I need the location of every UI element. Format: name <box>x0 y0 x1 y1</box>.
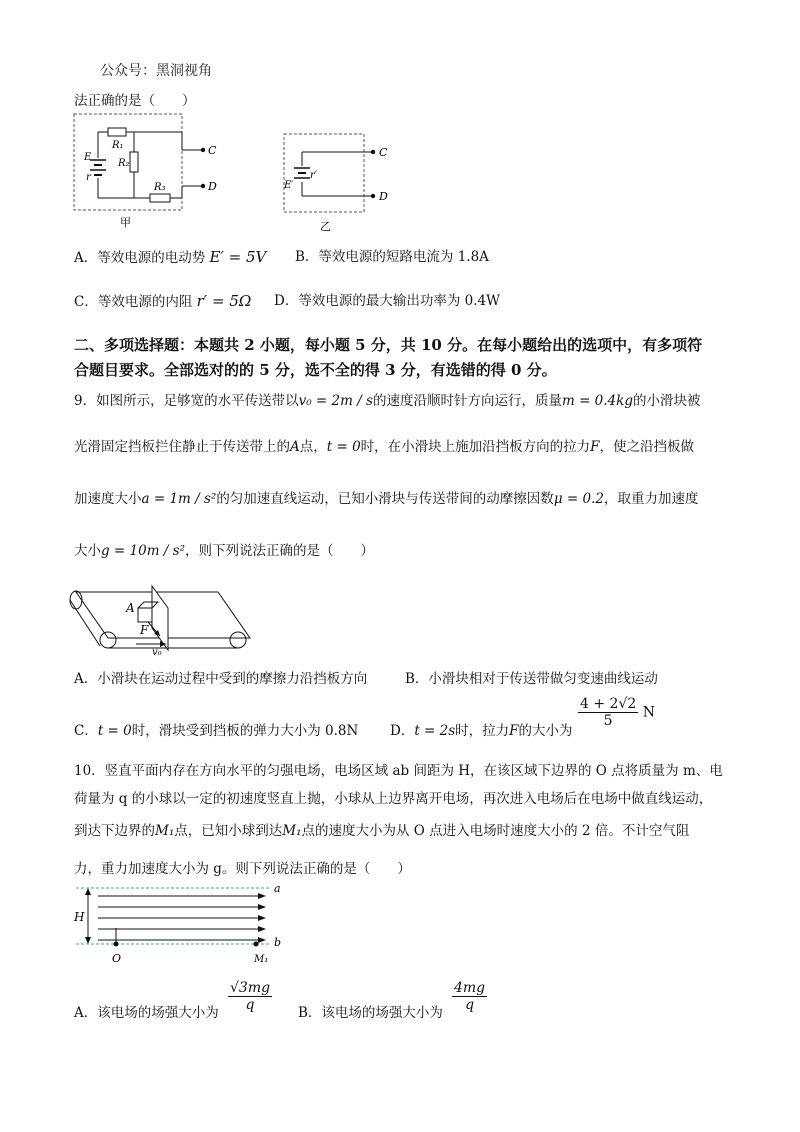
q9-option-d-fraction: $\frac{4 + 2√2}{5}$ N <box>580 696 655 729</box>
figure-label-yi: 乙 <box>320 220 331 233</box>
label-R2: R₂ <box>118 158 130 169</box>
q10-option-a: A．该电场的场强大小为 <box>74 1005 219 1021</box>
q8-option-c: C．等效电源的内阻 r′ = 5Ω <box>74 292 252 310</box>
q8-option-d: D．等效电源的最大输出功率为 0.4W <box>274 293 500 309</box>
q8-stem-tail: 法正确的是（ ） <box>74 93 196 109</box>
fig-label-H: H <box>74 910 85 924</box>
circuit-figure-jia <box>70 110 230 230</box>
q10-option-a-fraction: $\frac{√3mg}{q}$ <box>230 980 271 1013</box>
fig-label-O: O <box>112 952 122 965</box>
label-R3: R₃ <box>154 182 166 193</box>
label-E-prime: E′ <box>284 180 294 191</box>
section-2-heading-line2: 合题目要求。全部选对的的 5 分，选不全的得 3 分，有选错的得 0 分。 <box>74 361 557 379</box>
q9-option-c: C．t = 0时，滑块受到挡板的弹力大小为 0.8N <box>74 723 359 739</box>
fig-label-a: a <box>274 882 281 895</box>
q9-option-d: D．t = 2s时，拉力F的大小为 <box>390 723 573 739</box>
q10-line3: 到达下边界的M₁点，已知小球到达M₁点的速度大小为从 O 点进入电场时速度大小的 2 倍。不计空气阻 <box>74 823 690 839</box>
label-r-prime: r′ <box>310 170 318 181</box>
fig-label-b: b <box>274 936 282 949</box>
terminal-D: D <box>208 180 217 193</box>
fig-label-F: F <box>140 623 149 637</box>
conveyor-figure <box>68 578 258 658</box>
fig-label-M1: M₁ <box>254 954 269 965</box>
terminal-C: C <box>379 146 388 159</box>
q9-line1: 9．如图所示，足够宽的水平传送带以v₀ = 2m / s的速度沿顺时针方向运行，质量m = 0.4kg的小滑块被 <box>74 393 701 409</box>
watermark: 公众号：黑洞视角 <box>100 63 212 79</box>
q9-option-b: B．小滑块相对于传送带做匀变速曲线运动 <box>405 671 658 687</box>
section-2-heading-line1: 二、多项选择题：本题共 2 小题，每小题 5 分，共 10 分。在每小题给出的选项中，有多项符 <box>74 336 703 354</box>
q9-line2: 光滑固定挡板拦住静止于传送带上的A点，t = 0时，在小滑块上施加沿挡板方向的拉力F，使之沿挡板做 <box>74 439 695 455</box>
q10-option-b: B．该电场的场强大小为 <box>298 1005 443 1021</box>
label-r: r <box>86 172 91 183</box>
q9-line3: 加速度大小a = 1m / s²的匀加速直线运动，已知小滑块与传送带间的动摩擦因数μ = 0.2，取重力加速度 <box>74 491 699 507</box>
q10-line2: 荷量为 q 的小球以一定的初速度竖直上抛，小球从上边界离开电场，再次进入电场后在电场中做直线运动， <box>74 791 713 807</box>
q8-option-b: B．等效电源的短路电流为 1.8A <box>295 249 489 265</box>
q10-line1: 10．竖直平面内存在方向水平的匀强电场，电场区域 ab 间距为 H，在该区域下边界的 O 点将质量为 m、电 <box>74 763 723 779</box>
figure-label-jia: 甲 <box>120 216 131 229</box>
q10-option-b-fraction: $\frac{4mg}{q}$ <box>454 980 486 1013</box>
q9-line4: 大小g = 10m / s²，则下列说法正确的是（ ） <box>74 543 374 559</box>
q8-option-a: A．等效电源的电动势 E′ = 5V <box>74 248 267 266</box>
label-E: E <box>84 152 92 163</box>
terminal-C: C <box>208 144 217 157</box>
fig-label-A: A <box>126 601 135 615</box>
q9-option-a: A．小滑块在运动过程中受到的摩擦力沿挡板方向 <box>74 671 368 687</box>
circuit-figure-yi <box>280 130 410 235</box>
fig-label-v0: v₀ <box>152 647 162 658</box>
electric-field-figure <box>70 880 300 970</box>
q10-line4: 力，重力加速度大小为 g。则下列说法正确的是（ ） <box>74 861 411 877</box>
label-R1: R₁ <box>112 140 124 151</box>
terminal-D: D <box>379 190 388 203</box>
